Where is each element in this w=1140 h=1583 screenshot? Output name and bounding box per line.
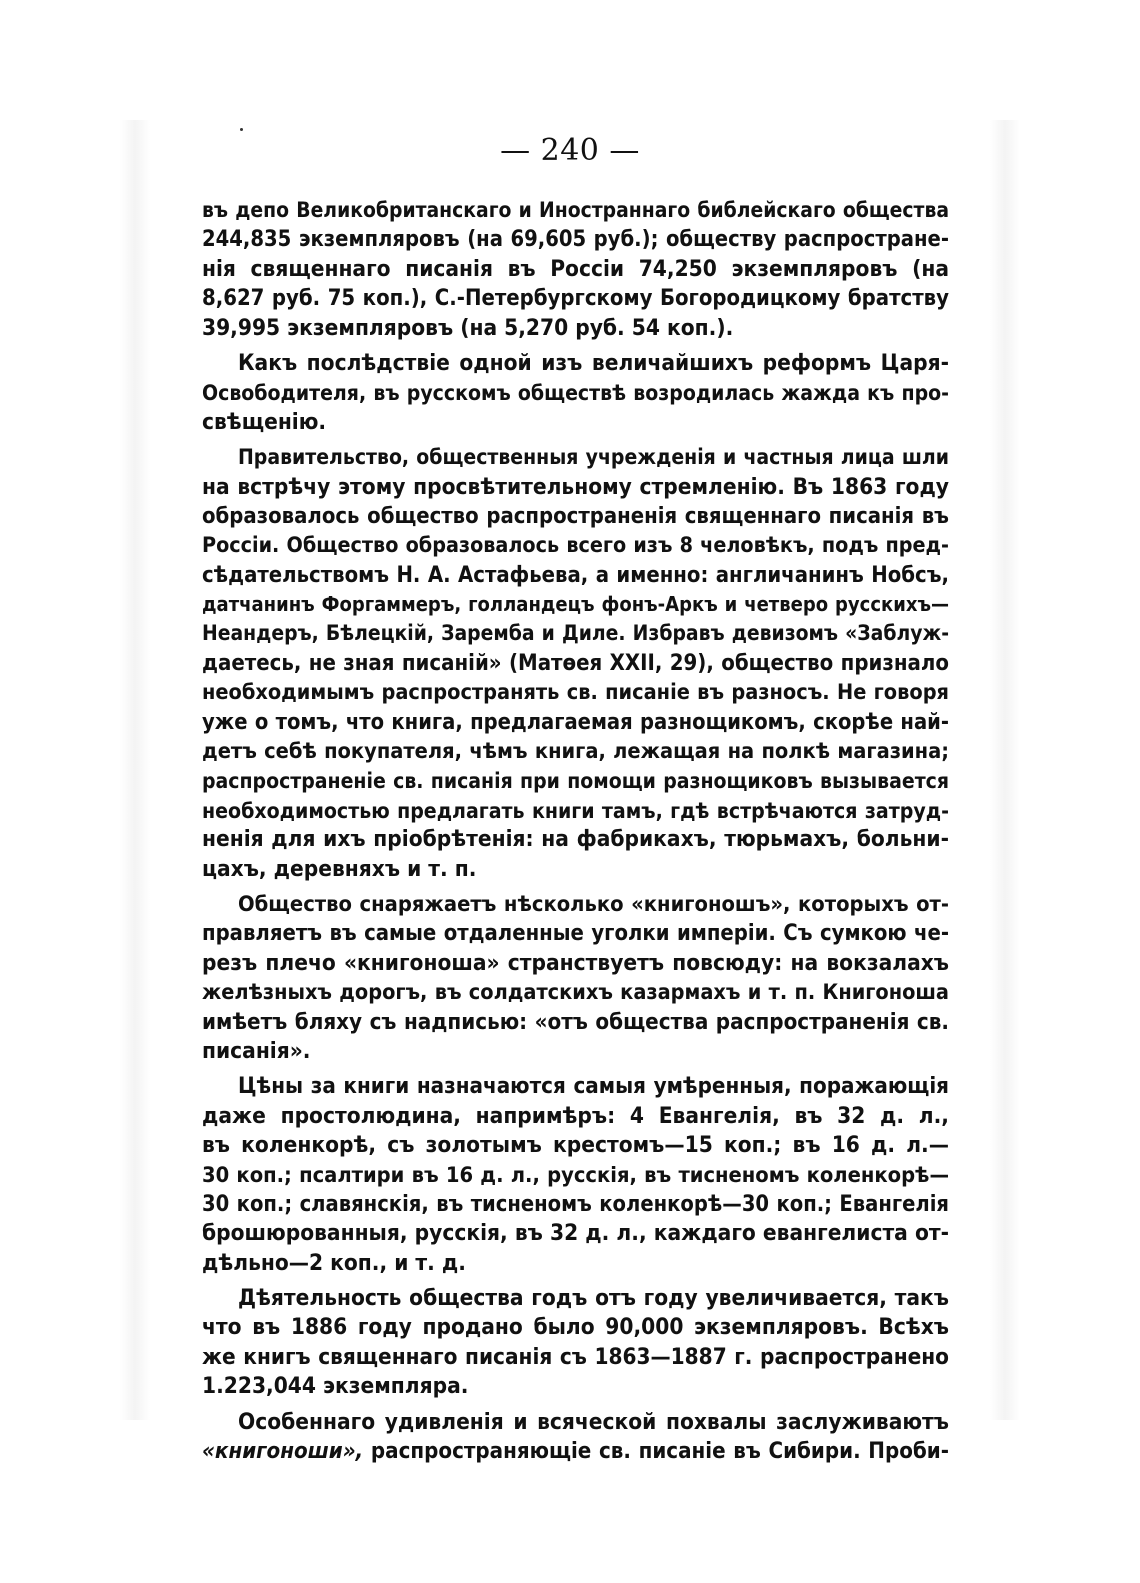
text-line: Особеннаго удивленія и всяческой похвалы заслуживаютъ [238, 1408, 949, 1435]
paragraph-depot-copies [202, 196, 949, 343]
text-line: резъ плечо «книгоноша» странствуетъ повсюду: на вокзалахъ [202, 949, 949, 976]
left-margin-shade [120, 120, 150, 1420]
text-line: даже простолюдина, напримѣръ: 4 Евангелія, въ 32 д. л., [202, 1102, 949, 1129]
body-text [202, 196, 949, 1472]
text-line: Цѣны за книги назначаются самыя умѣренныя, поражающія [238, 1073, 949, 1100]
text-line: писанія». [202, 1037, 311, 1064]
page-number: — 240 — [500, 133, 640, 168]
paragraph-siberia [202, 1408, 949, 1467]
right-margin-shade [990, 120, 1020, 1420]
text-line: Какъ послѣдствіе одной изъ величайшихъ реформъ Царя- [238, 349, 949, 376]
text-line: Освободителя, въ русскомъ обществѣ возродилась жажда къ про- [202, 380, 949, 406]
text-line: правляетъ въ самые отдаленные уголки имперіи. Съ сумкою че- [202, 921, 949, 947]
text-line: распространеніе св. писанія при помощи разнощиковъ вызывается [202, 768, 949, 794]
text-line: Правительство, общественныя учрежденія и частныя лица шли [238, 445, 949, 470]
text-line: Дѣятельность общества годъ отъ году увеличивается, такъ [238, 1285, 949, 1312]
text-line: сѣдательствомъ Н. А. Астафьева, а именно: англичанинъ Нобсъ, [202, 562, 949, 588]
text-line: Неандеръ, Бѣлецкій, Заремба и Диле. Избравъ девизомъ «Заблуж- [202, 621, 949, 646]
text-line: ненія для ихъ пріобрѣтенія: на фабрикахъ, тюрьмахъ, больни- [202, 826, 949, 853]
text-line: свѣщенію. [202, 408, 327, 435]
text-line: 30 коп.; псалтири въ 16 д. л., русскія, въ тисненомъ коленкорѣ— [202, 1162, 949, 1188]
text-line: необходимымъ распространять св. писаніе въ разносъ. Не говоря [202, 680, 949, 706]
text-line: нія священнаго писанія въ Россіи 74,250 экземпляровъ (на [202, 255, 949, 282]
text-line: датчанинъ Форгаммеръ, голландецъ фонъ-Аркъ и четверо русскихъ— [202, 592, 949, 617]
paragraph-prices [202, 1072, 949, 1278]
text-line: детъ себѣ покупателя, чѣмъ книга, лежащая на полкѣ магазина; [202, 739, 949, 765]
text-line: въ коленкорѣ, съ золотымъ крестомъ—15 коп.; въ 16 д. л.— [202, 1132, 949, 1159]
text-line: желѣзныхъ дорогъ, въ солдатскихъ казармахъ и т. п. Книгоноша [202, 980, 949, 1006]
text-segment: распространяющіе св. писаніе въ Сибири. Проби- [370, 1438, 949, 1465]
text-line: уже о томъ, что книга, предлагаемая разнощикомъ, скорѣе най- [202, 709, 949, 735]
text-line: дѣльно—2 коп., и т. д. [202, 1249, 466, 1276]
text-line: 39,995 экземпляровъ (на 5,270 руб. 54 коп.). [202, 314, 734, 341]
text-line: что въ 1886 году продано было 90,000 экземпляровъ. Всѣхъ [202, 1314, 949, 1341]
paragraph-activity [202, 1284, 949, 1402]
text-line: 8,627 руб. 75 коп.), С.-Петербургскому Богородицкому братству [202, 286, 949, 312]
text-line: 1.223,044 экземпляра. [202, 1373, 469, 1400]
paragraph-government [202, 443, 949, 884]
paragraph-book-carriers [202, 890, 949, 1066]
text-line: 30 коп.; славянскія, въ тисненомъ коленкорѣ—30 коп.; Евангелія [202, 1191, 949, 1217]
paragraph-reform [202, 349, 949, 437]
text-line: въ депо Великобританскаго и Иностраннаго библейскаго общества [202, 198, 949, 222]
text-line-mixed [202, 1437, 949, 1466]
text-line: имѣетъ бляху съ надписью: «отъ общества распространенія св. [202, 1008, 949, 1035]
text-line: даетесь, не зная писаній» (Матѳея XXII, 29), общество признало [202, 650, 949, 676]
text-line: Россіи. Общество образовалось всего изъ 8 человѣкъ, подъ пред- [202, 533, 949, 559]
ink-speck [240, 128, 243, 131]
italic-word: «книгоноши», [202, 1438, 364, 1465]
text-line: необходимостью предлагать книги тамъ, гдѣ встрѣчаются затруд- [202, 797, 949, 823]
text-line: цахъ, деревняхъ и т. п. [202, 855, 477, 882]
text-line: Общество снаряжаетъ нѣсколько «книгоношъ», которыхъ от- [238, 891, 949, 917]
text-line: 244,835 экземпляровъ (на 69,605 руб.); обществу распростране- [202, 227, 949, 253]
text-line: же книгъ священнаго писанія съ 1863—1887 г. распространено [202, 1343, 949, 1370]
text-line: на встрѣчу этому просвѣтительному стремленію. Въ 1863 году [202, 473, 949, 500]
text-line: брошюрованныя, русскія, въ 32 д. л., каждаго евангелиста от- [202, 1220, 949, 1247]
text-line: образовалось общество распространенія священнаго писанія въ [202, 503, 949, 529]
